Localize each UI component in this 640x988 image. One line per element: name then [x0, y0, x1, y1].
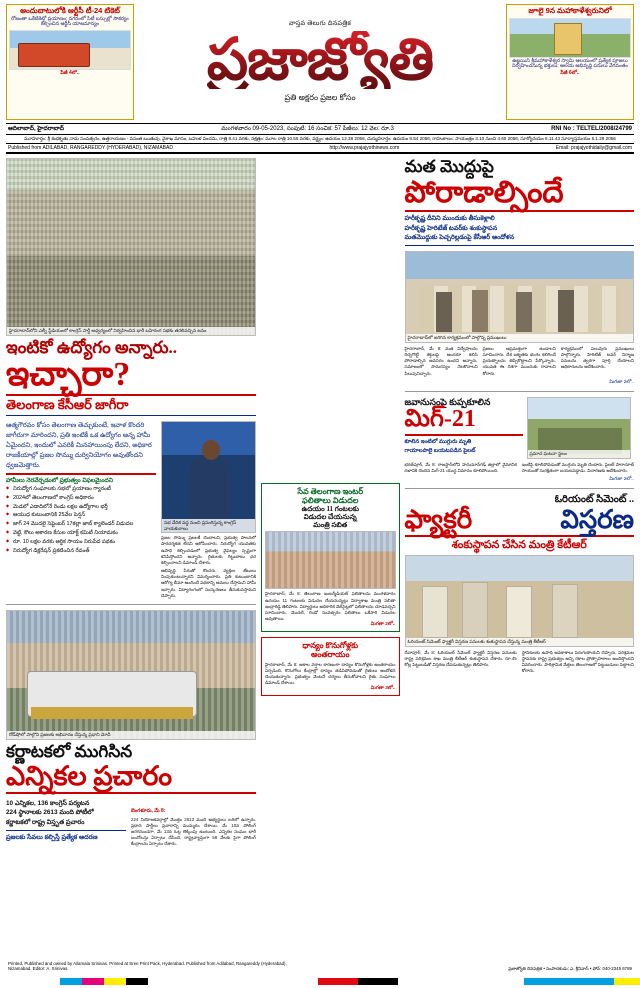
lead-photo-caption: హైదరాబాద్‌లోని ఎల్బీ స్టేడియంలో కాంగ్రెస్ పార్టీ ఆధ్వర్యంలో నిర్వహించిన భారీ బహిరంగ సభకు తరలివచ్చిన జనం — [7, 327, 255, 335]
masthead — [6, 4, 634, 120]
mig-text-block — [405, 397, 523, 459]
lead-col-text-2: అభివృద్ధి పేరుతో కొందరు వ్యక్తుల జేబులు నింపుకుంటున్నారని విమర్శించారు. ప్రతి కుటుంబానికి ఆరోగ్య బీమా అందించే పథకాన్ని అమలు చేస్తామని హామీ ఇచ్చారు. విద్యారంగంలో సంస్కరణలు తీసుకువస్తామని చెప్పారు. — [161, 568, 256, 598]
lead-headline-line2: ఇచ్చారా? — [6, 355, 131, 393]
rni-number: RNI No : TELTEL/2008/24799 — [551, 126, 632, 132]
list-item: ◆ వెట్టి, కౌలు అకారణ కేసుల యాక్ట్ కమిటీ నియామకం — [6, 529, 156, 538]
karnataka-photo-caption: రోడ్‌షోలో పాల్గొని ప్రజలకు అభివాదం చేస్తున్న ప్రధాని మోదీ — [7, 731, 255, 739]
paddy-title-1: ధాన్యం కొనుగోళ్లకు — [302, 641, 359, 651]
foundation-stone-photo — [405, 251, 635, 343]
divider — [405, 535, 635, 537]
right-top-kicker: మత మొద్దుపై — [404, 156, 494, 176]
karnataka-headline-block — [6, 743, 256, 796]
lead-rally-photo — [6, 158, 256, 336]
karnataka-point-4: ప్రజలకు సేవలు కల్పిస్తే ప్రత్యేక ఆదరణ — [6, 833, 98, 841]
right-top-point-3: మతమొద్దుకు పెచ్చరిల్లడంపై కేసీఆర్ ఆందోళన — [404, 234, 515, 242]
speaker-photo-caption: సభ వేదిక వద్ద నుంచి ప్రసంగిస్తున్న కాంగ్రెస్ నాయకురాలు — [162, 519, 255, 532]
right-top-body — [405, 346, 635, 377]
karnataka-body-text: 224 నియోజకవర్గాల్లో మొత్తం 2613 మంది అభ్యర్థులు బరిలో ఉన్నారు. ప్రధాన పార్టీలు ప్రచారాన్ని ముమ్మరం చేశాయి. మే 10న పోలింగ్ జరగనుండగా, మే 13న ఓట్ల లెక్కింపు ఉంటుంది. ఎన్నికల సంఘం భారీ బందోబస్తు ఏర్పాటు చేసింది. రాష్ట్రవ్యాప్తంగా 58 వేలకు పైగా పోలింగ్ కేంద్రాలను ఏర్పాటు చేశారు. — [131, 816, 256, 847]
karnataka-headline-line2: ఎన్నికల ప్రచారం — [6, 760, 173, 791]
left-promo-sub: రోజంతా ఒకేటికెట్తో ప్రయాణం; నగరంలో సిటీ బస్సుల్లో సౌకర్యం కల్పించిన ఆర్టీసీ యాజమాన్యం — [11, 15, 129, 28]
lead-right-block — [161, 421, 256, 599]
divider — [405, 245, 635, 246]
mig-point-1: కూలిన ఇంటిలో ముగ్గురు మృతి — [404, 439, 472, 446]
mig-photo-caption: ప్రమాద ఘటనా స్థలం — [528, 450, 630, 458]
right-top-col-2: ప్రజలు అప్రమత్తంగా ఉండాలని సూచించారు. దేశ ఐక్యతకు భంగం కలిగించే ప్రయత్నాలను తిప్పికొట్టాలని పేర్కొన్నారు. యువత ఈ దిశగా ముందుకు రావాలని కోరారు. — [482, 345, 556, 376]
left-promo-title: అందుబాటులోకి ఆర్టీసీ టీ-24 టికెట్ — [20, 6, 120, 15]
cement-body — [405, 650, 635, 675]
list-item: ◆ నిరుద్యోగ డిక్లరేషన్ ప్రకటించిన రేవంత్ — [6, 547, 156, 556]
right-top-point-1: హరీకృష్ణ దీనిని ముందుకు తీసుకెళ్లాలి — [404, 215, 495, 223]
inter-results-title-5: మంత్రి సబిత — [313, 521, 348, 530]
karnataka-text — [131, 799, 256, 848]
email-address[interactable]: Email: prajajyothidaily@gmail.com — [555, 144, 632, 151]
divider — [6, 473, 156, 475]
paddy-body: హైదరాబాద్, మే 8: అకాల వర్షాల కారణంగా ధాన్యం కొనుగోళ్లకు అంతరాయం ఏర్పడింది. కొనుగోలు కేంద్రాల్లో ధాన్యం తడిసిపోవడంతో రైతులు ఆందోళన చెందుతున్నారు. ప్రభుత్వం వెంటనే చర్యలు తీసుకోవాలని రైతు సంఘాలు డిమాండ్ చేశాయి. — [265, 661, 396, 686]
lead-headline-line1: ఇంటికో ఉద్యోగం అన్నారు.. — [6, 337, 177, 357]
mig-col-1: భరత్‌పూర్, మే 8: రాజస్థాన్‌లోని హనుమాన్‌గఢ్ జిల్లాలో వైమానిక దళానికి చెందిన మిగ్-21 యుద్ధ విమానం కూలిపోయింది. — [404, 461, 517, 473]
right-top-col-1: హైదరాబాద్, మే 8: మత విద్వేషాలను రెచ్చగొట్టే శక్తులపై అందరూ కలిసి పోరాడాల్సిన అవసరం ఉందని అన్నారు. సమాజంలో సామరస్యం నెలకొనాలని పిలుపునిచ్చారు. — [404, 345, 478, 376]
list-item: ◆ మెడలో ఎడాదిలోనే రెండు లక్షల ఉద్యోగాల భర్తీ — [6, 503, 156, 512]
paddy-title-2: అంతరాయం — [310, 650, 350, 660]
edition-name: ఆదిలాబాద్, హైదరాబాద్ — [8, 126, 65, 132]
foundation-photo-caption: హైదరాబాద్‌లో జరిగిన కార్యక్రమంలో పాల్గొన్న ప్రముఖులు — [406, 334, 634, 342]
inter-results-title-4: విడుదల చేయనున్న — [303, 513, 357, 522]
divider — [6, 415, 256, 416]
lead-body-row — [6, 421, 256, 599]
divider — [6, 604, 256, 605]
mig-more[interactable]: మిగతా 2లో.. — [609, 477, 634, 483]
divider — [6, 830, 126, 831]
cement-photo-caption: ఓరియంట్ సిమెంట్ ఫ్యాక్టరీ విస్తరణ పనులకు శంకుస్థాపన చేస్తున్న మంత్రి కేటీఆర్ — [406, 638, 634, 646]
column-right — [405, 158, 635, 968]
website-url[interactable]: http://www.prajajyothinews.com — [329, 144, 400, 151]
lead-left-block — [6, 421, 156, 599]
inter-results-title-3: ఉదయం 11 గంటలకు — [301, 505, 359, 514]
inter-results-photo — [265, 531, 396, 589]
lead-headline-block — [6, 339, 256, 418]
divider — [6, 792, 256, 794]
newspaper-title: ప్రజాజ్యోతి — [206, 27, 434, 92]
edition-info-bar — [6, 123, 634, 135]
right-promo-more: పేజీ 6లో.. — [560, 70, 580, 77]
karnataka-point-2: 224 స్థానాలకు 2613 మంది పోటీలో — [6, 809, 94, 817]
lead-promise-title: హామీలు నెరవేర్చడంలో ప్రభుత్వం విఫలమైందని — [6, 477, 113, 484]
registration-color-bar — [0, 974, 640, 988]
inter-results-title-2: ఫలితాలు విడుదల — [302, 496, 359, 506]
right-top-col-3: కార్యక్రమంలో పలువురు ప్రముఖులు పాల్గొన్నారు. హెరిటేజ్ టవర్ నిర్మాణ పనులను త్వరగా పూర్తి చేయాలని అధికారులను ఆదేశించారు. — [560, 345, 634, 370]
cement-col-1: దేవాపూర్, మే 8: ఓరియంట్ సిమెంట్ ఫ్యాక్టరీ విస్తరణ పనులకు రాష్ట్ర పరిశ్రమల శాఖ మంత్రి కేటీఆర్ శంకుస్థాపన చేశారు. రూ.45 కోట్ల పెట్టుబడితో విస్తరణ చేపడుతున్నట్లు తెలిపారు. — [404, 649, 517, 667]
footer-imprint-left: Printed, Published and owned by Ailamala Srinivas. Printed at Sree Print Pack, Hyderabad. Published from Adilabad, Rangareddy (Hyderabad), Nizamabad. Editor: A. Srinivas. — [8, 960, 287, 972]
karnataka-point-3: కర్ణాటకలో రాష్ట్ర విస్తృత ప్రచారం — [6, 819, 85, 827]
mig-body — [405, 462, 635, 474]
cement-headline-2: విస్తరణ — [560, 504, 634, 534]
karnataka-point-1: 10 ఎన్నికల, 136 కాంగ్రెస్ పర్యటన — [6, 799, 90, 807]
karnataka-headline-line1: కర్ణాటకలో ముగిసిన — [6, 741, 133, 761]
cement-subhead: శంకుస్థాపన చేసిన మంత్రి కేటీఆర్ — [451, 538, 587, 551]
lead-subhead: తెలంగాణ కేసీఆర్ జాగీరా — [6, 397, 129, 413]
divider — [405, 434, 523, 436]
masthead-left-promo-box[interactable] — [6, 4, 134, 120]
cement-col-2: స్థానికులకు ఉపాధి అవకాశాలు పెరుగుతాయని చెప్పారు. పరిశ్రమల స్థాపనకు రాష్ట్ర ప్రభుత్వం అన్ని రకాల ప్రోత్సాహకాలు అందిస్తోందని వివరించారు. పారిశ్రామిక వేత్తలు తెలంగాణలో పెట్టుబడులు పెట్టాలని కోరారు. — [521, 649, 634, 673]
list-item: ◆ జాగ్ 24 మొదలై సెప్టెంబర్ 17కల్లా జాబ్ క్యాలెండర్ విడుదల — [6, 520, 156, 529]
panchangam-bar: మూహూర్తం: శ్రీ శుభకృతు నామ సంవత్సరం, ఉత్తరాయణం - వసంత ఋతువు, వైశాఖ మాసం, బహుళ పంచమి, రాత్రి 8.41 వరకు, నక్షత్రం: మూల రాత్రి 10.55 వరకు, వర్జ్యం: ఉదయం 12.38 2056, దుర్ముహూర్తం: ఉదయం 8.54 2056, రాహుకాలం: సాయంత్రం 3.10 నుంచి 4.60 2056, సూర్యోదయం 6.11.43 సూర్యాస్తమయం 6.1.29 2056 — [6, 135, 634, 144]
list-item: ◆ నిరుద్యోగ సంఘాలకు సభలో ప్రయాణం గ్యారంటీ — [6, 485, 156, 494]
mig-point-2: గాయాలపాలై బయటపడిన పైలట్ — [404, 447, 476, 454]
karnataka-dateline: బెంగళూరు, మే 8: — [131, 807, 166, 814]
cement-ceremony-photo — [405, 555, 635, 647]
column-left — [6, 158, 256, 968]
right-top-point-2: హరీకృష్ణ హెరిటేజ్ టవర్‌కు శంకుస్థాపన — [404, 224, 498, 232]
mig-kicker: జవానుసంపై కుప్పకూలిన — [404, 396, 491, 407]
column-middle — [261, 158, 400, 968]
lead-bullet-list — [6, 485, 156, 556]
publisher-bar — [6, 144, 634, 154]
right-top-headline-block — [405, 158, 635, 248]
masthead-right-promo-box[interactable] — [506, 4, 634, 120]
publisher-locations: Published from ADILABAD, RANGAREDDY (HYDERABAD), NIZAMABAD — [8, 144, 173, 151]
right-top-headline: పోరాడాల్సిందే — [404, 175, 564, 209]
mig-col-2: ఇంటిపై కూలిపోవడంతో ముగ్గురు మృతి చెందారు. పైలట్ పారాచూట్ సాయంతో సురక్షితంగా బయటపడ్డాడు. విచారణకు ఆదేశించారు. — [521, 461, 634, 473]
mig-photo-block — [527, 397, 631, 459]
karnataka-body-row — [6, 799, 256, 848]
divider — [405, 488, 635, 489]
mig-crash-photo — [527, 397, 631, 459]
left-promo-more: పేజీ 4లో.. — [60, 70, 80, 77]
divider — [405, 210, 635, 212]
cement-kicker: ఓరియంట్ సిమెంట్ .. — [554, 494, 634, 506]
karnataka-roadshow-photo — [6, 610, 256, 740]
masthead-kicker: వాస్తవ తెలుగు దినపత్రిక — [288, 20, 352, 27]
right-promo-sub: ఉజ్జయిని శ్రీమహాకాళేశ్వర స్వామి ఆలయంలో ప్రత్యేక పూజలు నిర్వహించనున్న భక్తులు; ఆలయ అభివృద్ధి పనులు వేగవంతం — [512, 57, 628, 70]
lead-intro: ఆత్మగౌరవం కోసం తెలంగాణ తెచ్చుకుంటే, ఇవాళ కొందరి జాగీరుగా మారిందని, ప్రతి ఇంటికీ ఒక ఉద్యోగం అన్న హామీ ఏమైందని, ఇందులో ఎవరికీ మినహాయింపు లేదని, అధికార రాజకీయాల్లో ప్రజల సొమ్ము దుర్వినియోగం అవుతోందని ధ్వజమెత్తారు. — [6, 422, 152, 469]
cement-headline-1: ఫ్యాక్టరీ — [404, 504, 473, 534]
newspaper-tagline: ప్రతి అక్షరం ప్రజల కోసం — [284, 93, 356, 102]
lead-col-text-1: ప్రజల సొమ్ము ప్రజలకే చెందాలని, ప్రభుత్వ పాలనలో పారదర్శకత లేదని ఆరోపించారు. నిరుద్యోగ యువతకు ఉపాధి కల్పించడంలో ప్రభుత్వ వైఫల్యం స్పష్టంగా కనిపిస్తోందని అన్నారు. రైతులకు గిట్టుబాటు ధర కల్పించాలని డిమాండ్ చేశారు. — [161, 535, 256, 565]
inter-results-more[interactable]: మిగతా 2లో.. — [370, 622, 396, 628]
karnataka-points — [6, 799, 126, 848]
footer-imprint-right: ప్రజాజ్యోతి దినపత్రిక • సంపాదకుడు: ఎ. శ్రీనివాస్ • ఫోన్: 040-2345 6789 — [508, 966, 632, 972]
divider — [6, 394, 256, 396]
temple-photo — [509, 18, 631, 58]
list-item: ◆ 2024లో తెలంగాణలో కాంగ్రెస్ అధికారం — [6, 494, 156, 503]
inter-results-title-1: సేవ తెలంగాణ ఇంటర్ — [297, 486, 364, 496]
right-top-more[interactable]: మిగతా 2లో.. — [609, 379, 634, 385]
list-item: ◆ ఆయుధ కుటుంబానికి 25వేల పెన్షన్ — [6, 511, 156, 520]
paddy-more[interactable]: మిగతా 3లో.. — [370, 686, 396, 692]
list-item: ◆ రూ. 10 లక్షల వరకు ఆర్థిక సాయం నిరుపేద పథకం — [6, 538, 156, 547]
paddy-procurement-box[interactable] — [261, 637, 400, 696]
right-promo-title: జూలై 9న మహాకాళేశ్వరునిలో — [528, 6, 612, 15]
cement-headline-block — [405, 494, 635, 551]
edition-date-line: మంగళవారం 09-05-2023, సంపుటి: 16 సంచిక: 57 పేజీలు: 12 వెల: రూ.3 — [221, 126, 394, 132]
mid-spacer — [261, 158, 400, 480]
mig-story — [405, 397, 635, 459]
divider — [405, 391, 635, 392]
content-grid — [6, 158, 634, 968]
inter-results-body: హైదరాబాద్, మే 8: తెలంగాణ ఇంటర్మీడియట్ ఫలితాలను మంగళవారం ఉదయం 11 గంటలకు విడుదల చేయనున్నట్లు విద్యాశాఖ మంత్రి సబితా ఇంద్రారెడ్డి తెలిపారు. విద్యార్థులు అధికారిక వెబ్‌సైట్లలో ఫలితాలను చూడవచ్చని సూచించారు. మొదటి, రెండో సంవత్సరం ఫలితాలు ఒకేసారి విడుదల అవుతాయి. — [265, 591, 396, 622]
speaker-photo — [161, 421, 256, 533]
rtc-bus-photo — [9, 30, 131, 70]
masthead-center — [138, 4, 502, 120]
inter-results-box[interactable] — [261, 483, 400, 632]
mig-headline: మిగ్-21 — [404, 406, 476, 433]
